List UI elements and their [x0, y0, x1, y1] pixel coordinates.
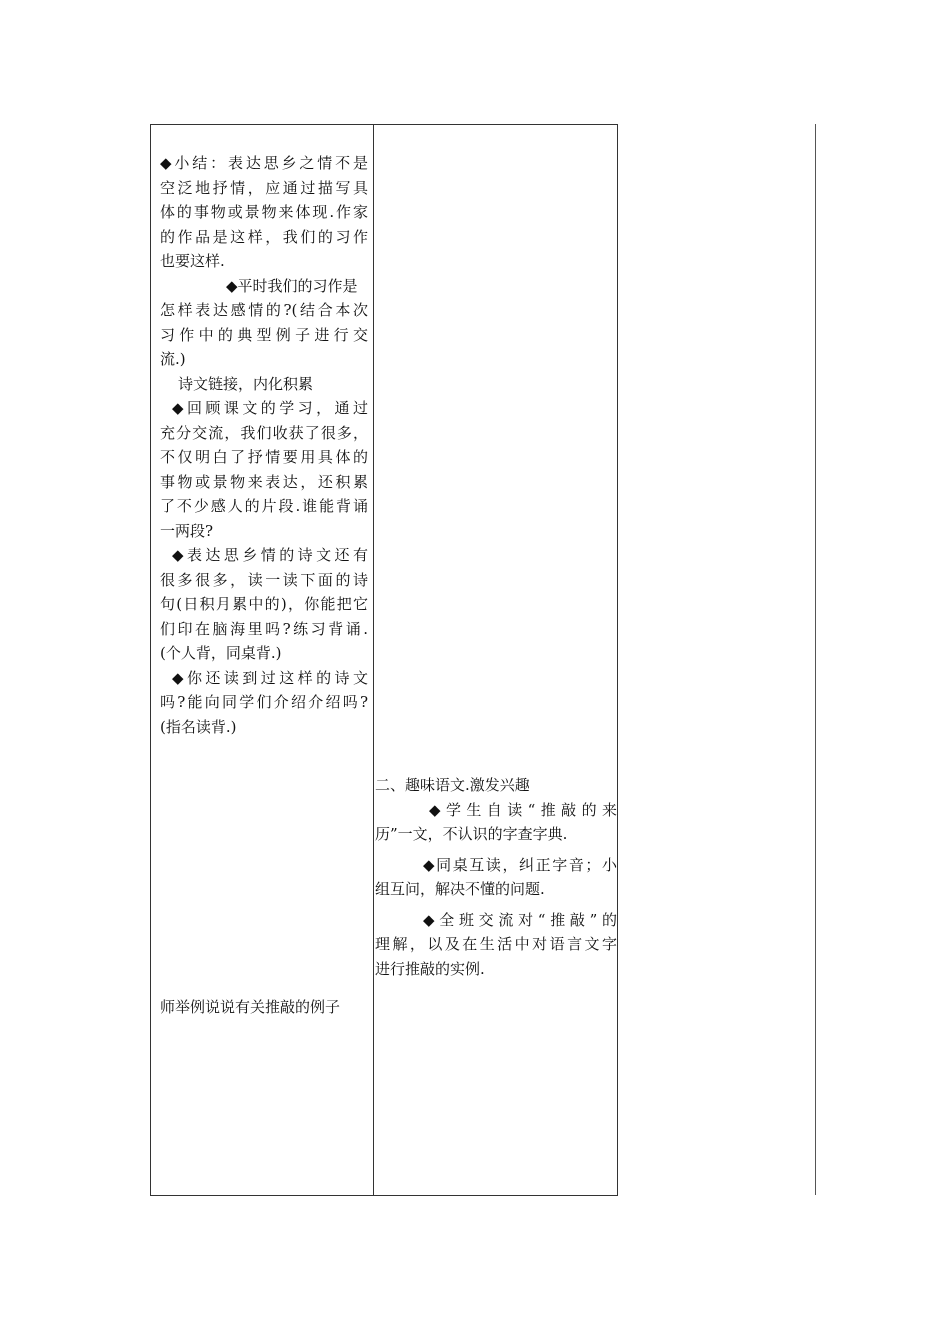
share-line: 吗?能向同学们介绍介绍吗? [160, 693, 368, 711]
poem-line: 很多很多，读一读下面的诗 [160, 570, 368, 589]
margin-line [815, 124, 816, 1195]
review-line: 事物或景物来表达，还积累 [160, 472, 368, 491]
review-line: 不仅明白了抒情要用具体的 [160, 448, 368, 466]
question-line: 习作中的典型例子进行交 [160, 325, 368, 344]
column-divider [373, 125, 374, 1195]
activity-line: ◆学生自读“推敲的来 [429, 800, 617, 819]
right-column-text [375, 773, 617, 981]
summary-line: 空泛地抒情，应通过描写具 [160, 178, 368, 197]
activity-line: 理解，以及在生活中对语言文字 [375, 935, 617, 953]
section-heading: 诗文链接，内化积累 [178, 374, 314, 393]
review-line: 了不少感人的片段.谁能背诵 [160, 497, 368, 515]
review-line: 一两段? [160, 521, 214, 540]
summary-line: 的作品是这样，我们的习作 [160, 227, 368, 246]
lesson-table [150, 124, 618, 1196]
share-line: ◆你还读到过这样的诗文 [172, 668, 368, 687]
summary-line: 体的事物或景物来体现.作家 [160, 203, 368, 221]
activity-line: ◆全班交流对“推敲”的 [423, 910, 617, 929]
poem-line: ◆表达思乡情的诗文还有 [172, 546, 368, 564]
review-line: ◆回顾课文的学习，通过 [172, 399, 368, 417]
activity-line: ◆同桌互读，纠正字音；小 [423, 855, 617, 874]
teacher-note: 师举例说说有关推敲的例子 [160, 998, 341, 1016]
share-line: (指名读背.) [160, 717, 237, 736]
question-line: 流.) [160, 350, 186, 368]
summary-line: 也要这样. [160, 252, 225, 270]
summary-line: ◆小结：表达思乡之情不是 [160, 154, 368, 172]
poem-line: (个人背，同桌背.) [160, 644, 282, 662]
question-line: ◆平时我们的习作是 [226, 276, 358, 295]
poem-line: 句(日积月累中的)，你能把它 [160, 595, 368, 613]
review-line: 充分交流，我们收获了很多， [160, 423, 368, 442]
question-line: 怎样表达感情的?(结合本次 [160, 301, 368, 319]
left-column-text [160, 151, 368, 739]
activity-line: 组互问，解决不懂的问题. [375, 880, 545, 898]
poem-line: 们印在脑海里吗?练习背诵. [160, 619, 368, 638]
activity-line: 历”一文，不认识的字查字典. [375, 825, 568, 843]
activity-line: 进行推敲的实例. [375, 959, 485, 978]
section-title: 二、趣味语文.激发兴趣 [375, 776, 530, 794]
